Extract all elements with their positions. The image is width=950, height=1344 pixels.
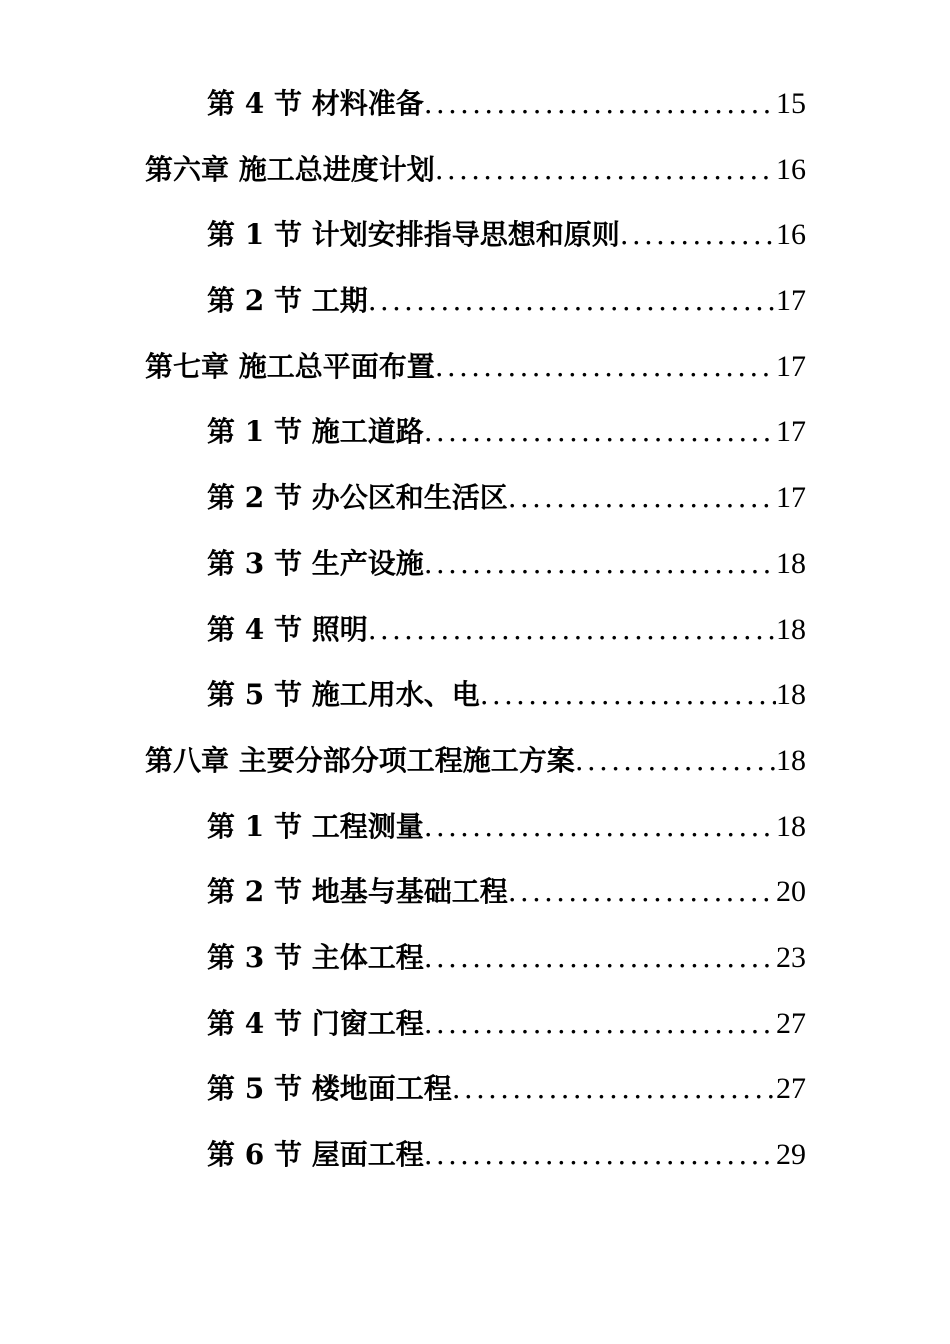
toc-entry-title: 地基与基础工程 (311, 875, 508, 909)
toc-entry-title: 照明 (311, 612, 368, 646)
dot-leader (424, 794, 776, 860)
toc-entry-number: 第六章 (145, 152, 239, 186)
toc-entry-number: 第 5 节 (207, 678, 312, 712)
toc-entry-label (207, 71, 424, 137)
toc-entry-page-number: 18 (776, 678, 806, 712)
toc-entry-number: 第 1 节 (207, 218, 312, 252)
dot-leader (452, 1056, 776, 1122)
toc-entry-label (207, 1056, 452, 1122)
toc-entry-label (207, 531, 424, 597)
toc-entry[interactable] (0, 202, 950, 268)
toc-entry-page-number: 17 (776, 349, 806, 383)
toc-entry-label (145, 137, 435, 203)
toc-entry-page-number: 17 (776, 415, 806, 449)
toc-entry-number: 第 3 节 (207, 546, 312, 580)
toc-entry-label (207, 662, 480, 728)
toc-entry-title: 施工总进度计划 (238, 152, 435, 186)
dot-leader (368, 597, 776, 663)
dot-leader (435, 137, 776, 203)
toc-entry-page-number: 17 (776, 481, 806, 515)
dot-leader (435, 334, 776, 400)
toc-entry-page-number: 16 (776, 218, 806, 252)
toc-entry[interactable] (0, 531, 950, 597)
toc-entry-label (207, 399, 424, 465)
toc-entry[interactable] (0, 1056, 950, 1122)
toc-entry-label (207, 794, 424, 860)
dot-leader (508, 465, 776, 531)
toc-entry[interactable] (0, 465, 950, 531)
toc-entry-page-number: 15 (776, 87, 806, 120)
toc-entry-title: 施工道路 (311, 415, 424, 449)
toc-entry-number: 第 1 节 (207, 809, 312, 843)
toc-entry-label (145, 728, 575, 794)
dot-leader (620, 202, 776, 268)
toc-entry-label (207, 465, 508, 531)
dot-leader (424, 1122, 776, 1188)
toc-entry-number: 第 2 节 (207, 875, 312, 909)
toc-entry-label (207, 925, 424, 991)
toc-entry-number: 第 6 节 (207, 1138, 312, 1171)
toc-entry-title: 生产设施 (311, 546, 424, 580)
toc-entry-number: 第 4 节 (207, 87, 312, 120)
toc-entry[interactable] (0, 859, 950, 925)
toc-entry-label (207, 597, 368, 663)
toc-entry-page-number: 23 (776, 940, 806, 974)
toc-entry-title: 屋面工程 (311, 1138, 424, 1171)
toc-entry-number: 第 3 节 (207, 940, 312, 974)
toc-entry-label (145, 334, 435, 400)
dot-leader (508, 859, 776, 925)
toc-entry[interactable] (0, 662, 950, 728)
toc-entry[interactable] (0, 137, 950, 203)
toc-entry-page-number: 27 (776, 1006, 806, 1040)
dot-leader (424, 71, 776, 137)
toc-entry-number: 第八章 (145, 743, 239, 777)
toc-entry-title: 门窗工程 (311, 1006, 424, 1040)
toc-entry-number: 第 2 节 (207, 284, 312, 318)
toc-entry-number: 第 1 节 (207, 415, 312, 449)
toc-entry-page-number: 27 (776, 1072, 806, 1106)
toc-entry-page-number: 18 (776, 546, 806, 580)
toc-entry[interactable] (0, 71, 950, 137)
toc-entry[interactable] (0, 399, 950, 465)
dot-leader (424, 925, 776, 991)
toc-entry-number: 第 4 节 (207, 612, 312, 646)
toc-entry-page-number: 29 (776, 1138, 806, 1171)
dot-leader (424, 399, 776, 465)
dot-leader (424, 531, 776, 597)
toc-entry-label (207, 202, 620, 268)
toc-entry-page-number: 16 (776, 152, 806, 186)
toc-entry[interactable] (0, 597, 950, 663)
toc-entry[interactable] (0, 991, 950, 1057)
toc-entry-title: 材料准备 (311, 87, 424, 120)
toc-entry-title: 办公区和生活区 (311, 481, 508, 515)
toc-entry[interactable] (0, 1122, 950, 1188)
toc-entry-page-number: 17 (776, 284, 806, 318)
toc-entry-label (207, 1122, 424, 1188)
toc-entry-page-number: 18 (776, 809, 806, 843)
dot-leader (368, 268, 776, 334)
table-of-contents (0, 71, 950, 1188)
toc-entry[interactable] (0, 334, 950, 400)
toc-entry-number: 第 4 节 (207, 1006, 312, 1040)
toc-entry-title: 主要分部分项工程施工方案 (238, 743, 575, 777)
toc-entry[interactable] (0, 925, 950, 991)
toc-entry-page-number: 18 (776, 612, 806, 646)
dot-leader (480, 662, 776, 728)
toc-entry-label (207, 991, 424, 1057)
toc-entry-title: 工期 (311, 284, 368, 318)
toc-entry-title: 施工用水、电 (311, 678, 480, 712)
toc-entry-number: 第 2 节 (207, 481, 312, 515)
dot-leader (424, 991, 776, 1057)
toc-entry[interactable] (0, 268, 950, 334)
toc-entry-title: 主体工程 (311, 940, 424, 974)
toc-entry-title: 施工总平面布置 (238, 349, 435, 383)
toc-entry-page-number: 20 (776, 875, 806, 909)
toc-entry-title: 工程测量 (311, 809, 424, 843)
toc-entry-number: 第 5 节 (207, 1072, 312, 1106)
toc-entry-page-number: 18 (776, 743, 806, 777)
toc-entry-number: 第七章 (145, 349, 239, 383)
toc-entry-title: 楼地面工程 (311, 1072, 452, 1106)
toc-entry-title: 计划安排指导思想和原则 (311, 218, 620, 252)
dot-leader (575, 728, 776, 794)
toc-entry[interactable] (0, 794, 950, 860)
toc-entry[interactable] (0, 728, 950, 794)
toc-entry-label (207, 268, 368, 334)
toc-entry-label (207, 859, 508, 925)
